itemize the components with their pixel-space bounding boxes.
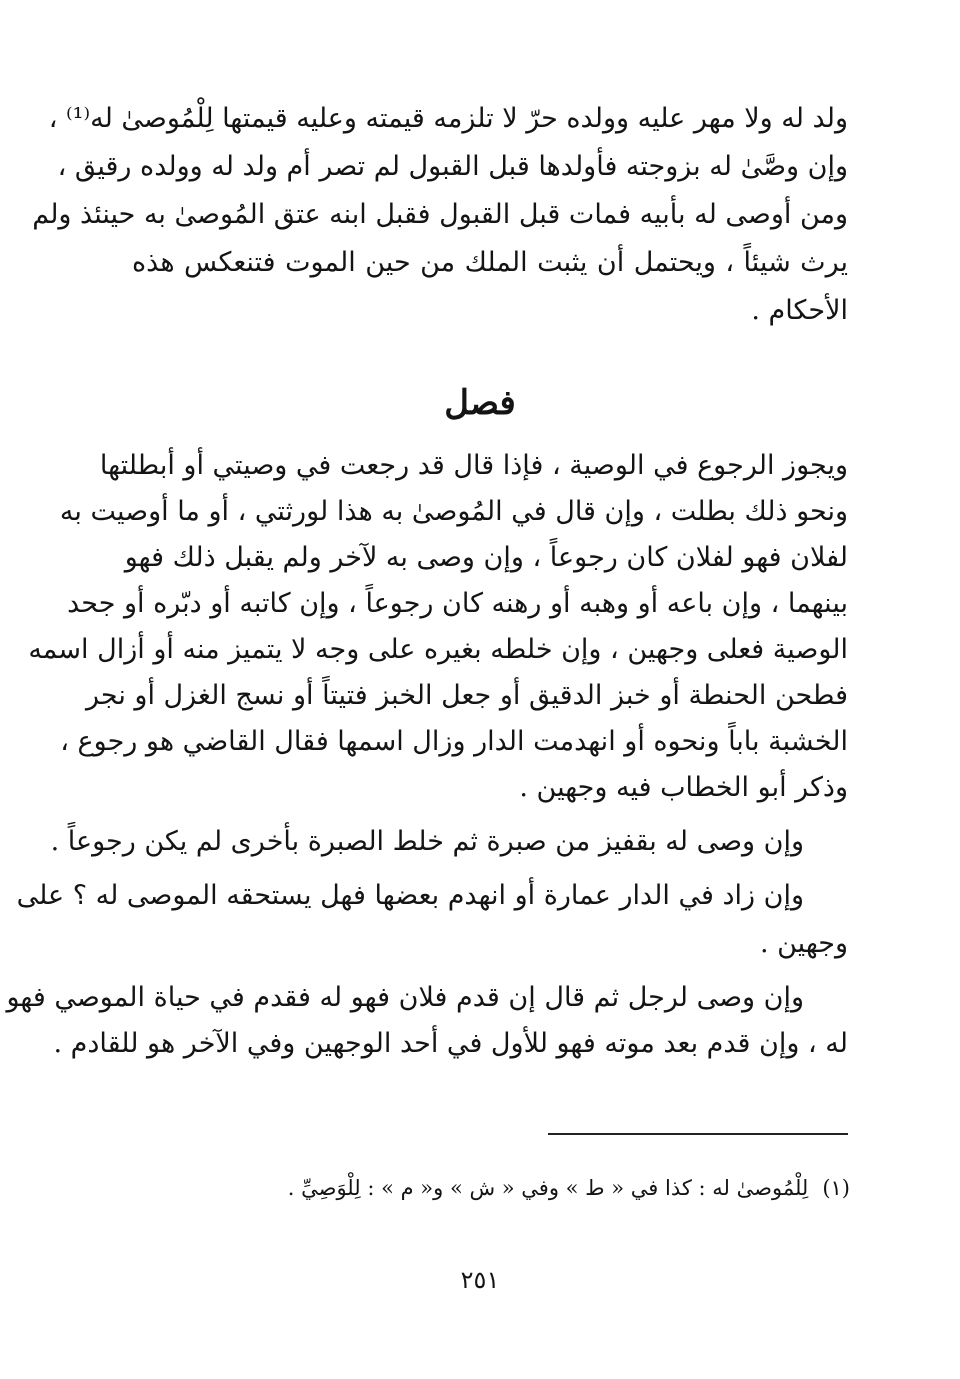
text-line: فطحن الحنطة أو خبز الدقيق أو جعل الخبز فتيتاً أو نسج الغزل أو نجر: [86, 680, 848, 711]
footnote-separator: [548, 1133, 848, 1135]
text-line: ونحو ذلك بطلت ، وإن قال في المُوصىٰ به هذا لورثتي ، أو ما أوصيت به: [59, 496, 848, 527]
text-line: ولد له ولا مهر عليه وولده حرّ لا تلزمه قيمته وعليه قيمتها لِلْمُوصىٰ له⁽¹⁾ ،: [48, 103, 848, 134]
section-body: [6, 444, 848, 1064]
intro-paragraph: [32, 97, 848, 337]
footnote: [280, 1170, 850, 1206]
text-line: وإن وصى له بقفيز من صبرة ثم خلط الصبرة بأخرى لم يكن رجوعاً .: [50, 826, 804, 857]
text-line: ومن أوصى له بأبيه فمات قبل القبول فقبل ابنه عتق المُوصىٰ به حينئذ ولم: [32, 199, 848, 230]
text-line: الأحكام .: [751, 295, 848, 326]
text-line: الوصية فعلى وجهين ، وإن خلطه بغيره على وجه لا يتميز منه أو أزال اسمه: [28, 634, 848, 665]
text-line: وذكر أبو الخطاب فيه وجهين .: [519, 772, 848, 803]
text-line: وجهين .: [759, 928, 848, 959]
page-number: ٢٥١: [460, 1266, 500, 1294]
footnote-text: لِلْمُوصىٰ له : كذا في « ط » وفي « ش » و« م » : لِلْوَصِيِّ .: [287, 1176, 809, 1200]
footnote-marker: (١): [822, 1176, 850, 1200]
text-line: يرث شيئاً ، ويحتمل أن يثبت الملك من حين الموت فتنعكس هذه: [132, 247, 848, 278]
text-line: وإن زاد في الدار عمارة أو انهدم بعضها فهل يستحقه الموصى له ؟ على: [16, 880, 804, 911]
section-heading: فصل: [444, 383, 516, 423]
text-line: الخشبة باباً ونحوه أو انهدمت الدار وزال اسمها فقال القاضي هو رجوع ،: [60, 726, 848, 757]
text-line: بينهما ، وإن باعه أو وهبه أو رهنه كان رجوعاً ، وإن كاتبه أو دبّره أو جحد: [67, 588, 848, 619]
text-line: لفلان فهو لفلان كان رجوعاً ، وإن وصى به لآخر ولم يقبل ذلك فهو: [124, 542, 848, 573]
text-line: له ، وإن قدم بعد موته فهو للأول في أحد الوجهين وفي الآخر هو للقادم .: [53, 1028, 848, 1059]
text-line: ويجوز الرجوع في الوصية ، فإذا قال قد رجعت في وصيتي أو أبطلتها: [99, 450, 848, 481]
text-line: وإن وصى لرجل ثم قال إن قدم فلان فهو له فقدم في حياة الموصي فهو: [6, 982, 804, 1013]
text-line: وإن وصَّىٰ له بزوجته فأولدها قبل القبول لم تصر أم ولد له وولده رقيق ،: [57, 151, 848, 182]
